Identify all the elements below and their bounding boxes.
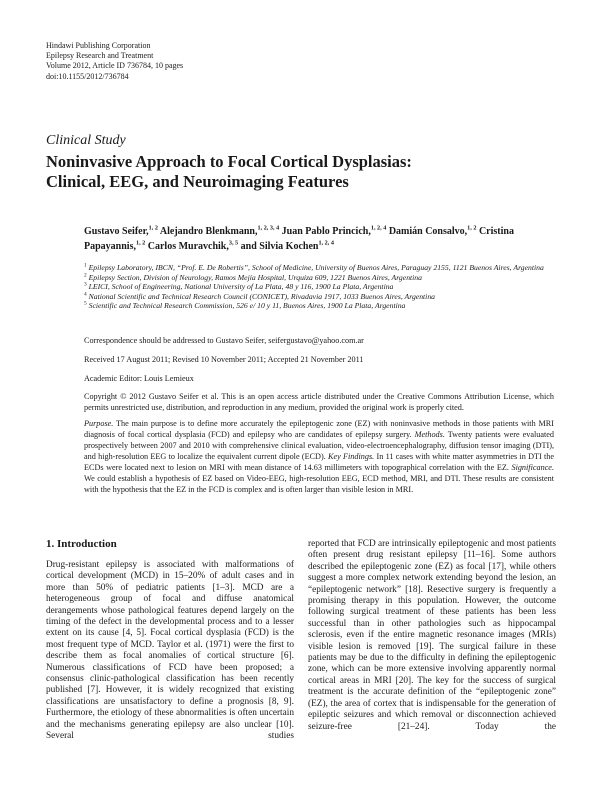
paper-title bbox=[46, 152, 546, 192]
copyright-notice: Copyright © 2012 Gustavo Seifer et al. This is an open access article distributed under the Creative Commons Attribution License, which permits unrestricted use, distribution, and reproduction in any medium, provided the original work is properly cited. bbox=[84, 392, 554, 412]
affiliation-number: 4 bbox=[84, 290, 87, 297]
introduction-paragraph-right: reported that FCD are intrinsically epileptogenic and most patients often present drug resistant epilepsy [11–16]. Some authors described the epileptogenic zone (EZ) as focal [17], while others suggest a more complex network extending beyond the lesion, an “epileptogenic network” [18]. Resective surgery is frequently a promising therapy in this population. However, the outcome following surgical treatment of these patients has been less successful than in other pathologies such as hippocampal sclerosis, even if the entire magnetic resonance images (MRIs) visible lesion is removed [19]. The surgical failure in these patients may be due to the difficulty in defining the epileptogenic zone, which can be more extensive involving apparently normal cortical areas in MRI [20]. The key for the success of surgical treatment is the accurate definition of the “epileptogenic zone” (EZ), the area of cortex that is indispensable for the generation of epileptic seizures and which removal or disconnection achieved seizure-free [21–24]. Today the bbox=[308, 539, 556, 732]
affiliation-text: Scientific and Technical Research Commission, 526 e/ 10 y 11, Buenos Aires, 1900 La Plata, Argentina bbox=[88, 301, 406, 310]
abstract-label-significance: Significance. bbox=[511, 463, 554, 472]
doi: doi:10.1155/2012/736784 bbox=[46, 71, 129, 81]
affiliation bbox=[84, 301, 554, 311]
author-affiliation-sup: 3, 5 bbox=[228, 239, 239, 247]
author-name: Juan Pablo Princich, bbox=[281, 226, 371, 237]
affiliation-number: 5 bbox=[84, 300, 87, 307]
affiliation-list bbox=[84, 263, 554, 311]
article-type-label: Clinical Study bbox=[46, 133, 126, 148]
author bbox=[389, 226, 477, 237]
author bbox=[148, 241, 238, 252]
affiliation-text: LEICI, School of Engineering, National University of La Plata, 48 y 116, 1900 La Plata, Argentina bbox=[88, 282, 394, 291]
author-name: Carlos Muravchik, bbox=[147, 241, 229, 252]
abstract-label-methods: Methods. bbox=[414, 430, 445, 439]
abstract-text: Twenty patients were evaluated prospectively between 2007 and 2010 with comprehensive clinical evaluation, video-electroencephalography, diffusion tensor imaging (DTI), and high-resolution EEG to localize the equivalent current dipole (ECD). bbox=[84, 430, 554, 461]
abstract-text: We could establish a hypothesis of EZ based on Video-EEG, high-resolution EEG, ECD method, MRI, and DTI. These results are consistent with the hypothesis that the EZ in the FCD is complex and is often larger than visible lesion in MRI. bbox=[84, 474, 554, 494]
paper-title-line1: Noninvasive Approach to Focal Cortical Dysplasias: bbox=[46, 152, 412, 171]
author-name: and Silvia Kochen bbox=[240, 241, 319, 252]
correspondence-line: Correspondence should be addressed to Gustavo Seifer, seifergustavo@yahoo.com.ar bbox=[84, 336, 364, 345]
abstract-text: The main purpose is to define more accurately the epileptogenic zone (EZ) with noninvasive methods in those patients with MRI diagnosis of focal cortical dysplasia (FCD) and epilepsy who are candidates of epilepsy surgery. bbox=[84, 419, 554, 439]
paper-title-line2: Clinical, EEG, and Neuroimaging Features bbox=[46, 172, 349, 191]
publisher-name: Hindawi Publishing Corporation bbox=[46, 41, 151, 50]
affiliation-text: National Scientific and Technical Research Council (CONICET), Rivadavia 1917, 1033 Buenos Aires, Argentina bbox=[88, 291, 436, 301]
abstract-label-purpose: Purpose. bbox=[84, 419, 114, 428]
two-column-body bbox=[46, 538, 556, 743]
right-column bbox=[308, 538, 556, 743]
author bbox=[84, 226, 158, 237]
affiliation-number: 1 bbox=[84, 262, 87, 269]
author-affiliation-sup: 1, 2 bbox=[148, 224, 158, 232]
author-name: Gustavo Seifer, bbox=[84, 226, 149, 237]
author-name: Damián Consalvo, bbox=[388, 226, 468, 237]
affiliation-text: Epilepsy Section, Division of Neurology, Ramos Mejía Hospital, Urquiza 609, 1221 Buenos Aires, Argentina bbox=[88, 272, 422, 282]
academic-editor-line: Academic Editor: Louis Lemieux bbox=[84, 374, 194, 383]
affiliation bbox=[84, 282, 554, 292]
section-heading-introduction: 1. Introduction bbox=[46, 538, 117, 550]
author-list bbox=[84, 224, 554, 254]
author-affiliation-sup: 1, 2 bbox=[467, 224, 477, 232]
publisher-block bbox=[46, 41, 183, 82]
affiliation bbox=[84, 292, 554, 302]
affiliation-number: 2 bbox=[84, 271, 87, 278]
author bbox=[160, 226, 279, 237]
author-affiliation-sup: 1, 2, 3, 4 bbox=[257, 224, 280, 232]
author-affiliation-sup: 1, 2, 4 bbox=[370, 224, 387, 232]
introduction-paragraph-left: Drug-resistant epilepsy is associated with malformations of cortical development (MCD) in 15–20% of adult cases and in more than 50% of pediatric patients [1–3]. MCD are a heterogeneous group of focal and diffuse anatomical derangements whose pathological features depend largely on the timing of the defect in the developmental process and to a lesser extent on its cause [4, 5]. Focal cortical dysplasia (FCD) is the most frequent type of MCD. Taylor et al. (1971) were the first to describe them as focal anomalies of cortical structure [6]. Numerous classifications of FCD have been proposed; a consensus clinic-pathological classification has been recently published [7]. However, it is widely recognized that existing classifications are unsatisfactory to define a prognosis [8, 9]. Furthermore, the etiology of these abnormalities is often uncertain and the mechanisms generating epilepsy are also unclear [10]. Several studies bbox=[46, 560, 294, 742]
affiliation bbox=[84, 273, 554, 283]
left-column bbox=[46, 538, 294, 743]
author-affiliation-sup: 1, 2, 4 bbox=[318, 239, 334, 247]
volume-article-id: Volume 2012, Article ID 736784, 10 pages bbox=[46, 61, 184, 71]
abstract-text: In 11 cases with white matter asymmetries in DTI the ECDs were located next to lesion on MRI with mean distance of 14.63 millimeters with topographical correlation with the EZ. bbox=[84, 452, 555, 472]
author-name: Alejandro Blenkmann, bbox=[159, 226, 258, 237]
affiliation bbox=[84, 263, 554, 273]
history-line: Received 17 August 2011; Revised 10 November 2011; Accepted 21 November 2011 bbox=[84, 355, 364, 364]
author bbox=[241, 241, 334, 252]
abstract-label-key-findings: Key Findings. bbox=[328, 452, 375, 461]
journal-name: Epilepsy Research and Treatment bbox=[46, 51, 154, 61]
author-name: Cristina Papayannis, bbox=[84, 226, 514, 252]
author-affiliation-sup: 1, 2 bbox=[135, 239, 146, 247]
affiliation-number: 3 bbox=[84, 281, 87, 288]
author bbox=[282, 226, 387, 237]
abstract bbox=[84, 418, 554, 495]
affiliation-text: Epilepsy Laboratory, IBCN, “Prof. E. De Robertis”, School of Medicine, University of Buenos Aires, Paraguay 2155, 1121 Buenos Aires, Argentina bbox=[88, 263, 544, 272]
